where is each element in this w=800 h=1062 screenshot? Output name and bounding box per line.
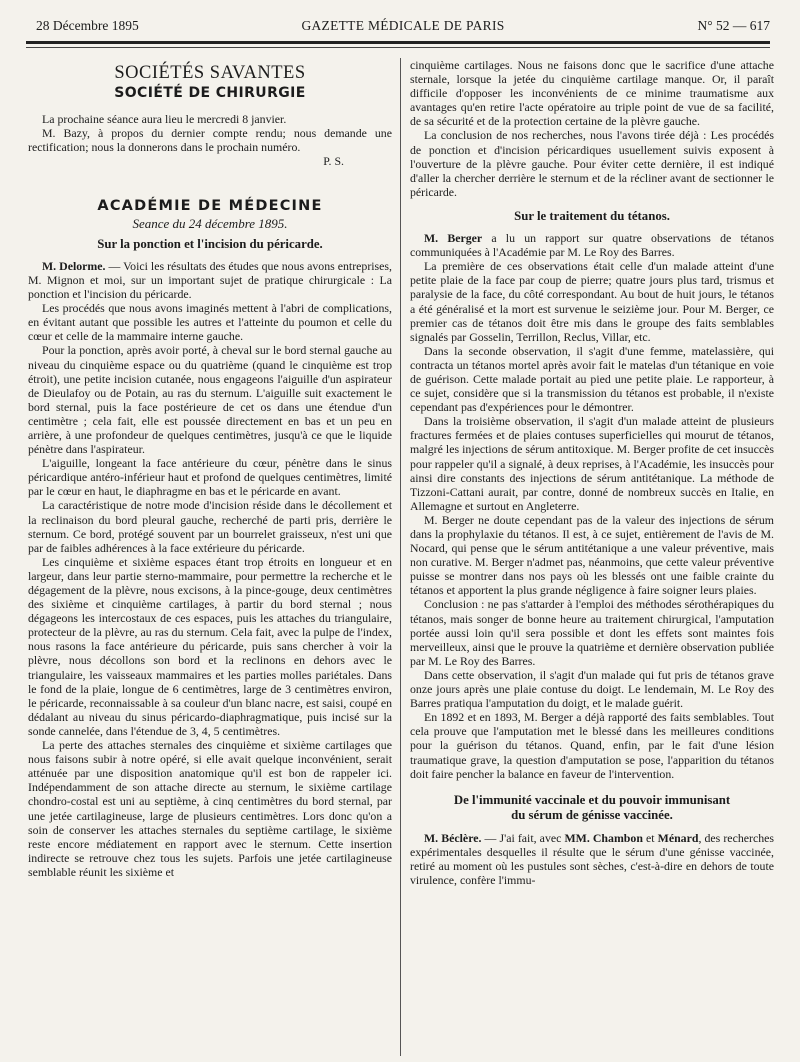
society-title: SOCIÉTÉ DE CHIRURGIE (114, 85, 306, 102)
collaborator-name: Ménard (657, 830, 699, 845)
signature: P. S. (323, 154, 344, 169)
speaker-name: M. Berger (424, 231, 483, 246)
header-page-number: N° 52 — 617 (697, 18, 770, 33)
paragraph: M. Bazy, à propos du dernier compte rendu; nous demande une rectification; nous la donnerons dans le prochain numéro. (28, 126, 392, 155)
paragraph: La perte des attaches sternales des cinquième et sixième cartilages que nous faisons subir à notre opéré, si elle avait quelque inconvénient, serait atténuée par une disposition anatomique qu'il est bon de rappeler ici. Indépendamment de son attache directe au sternum, le sixième cartilage chondro-costal est uni au septième, à cinq centimètres du bord sternal, par une jetée cartilagineuse, large de plusieurs centimètres. Lors donc qu'on a soin de conserver les attaches sternales du septième cartilage, le sixième reste encore médiatement en rapport avec le sternum. Cette insertion indirecte se retrouve chez tous les sujets. Parfois une jetée cartilagineuse semblable réunit les sixième et (28, 738, 392, 879)
paragraph: Dans la troisième observation, il s'agit d'un malade atteint de plusieurs fractures fermées et de plaies contuses superficielles qui mourut de tétanos, malgré les injections de sérum antitoxique. M. Berger profite de cet insuccès pour rappeler qu'il a signalé, à deux reprises, à l'Académie, les insuccès pour ainsi dire constants des injections de sérum antitétanique. La méthode de Tizzoni-Cattani aurait, par contre, donné de nombreux succès en Italie, en Allemagne et surtout en Angleterre. (410, 414, 774, 513)
subsection-title-line: du sérum de génisse vaccinée. (511, 807, 673, 822)
header-rule-thick (26, 41, 770, 44)
running-header (36, 18, 770, 38)
paragraph: La caractéristique de notre mode d'incision réside dans le décollement et la reclinaison du bord pleural gauche, recherché de parti pris, derrière le sternum. Ce bord, protégé souvent par un bourrelet graisseux, n'est uni que par de faibles adhérences à la face extérieure du péricarde. (28, 498, 392, 555)
subsection-title: Sur la ponction et l'incision du péricarde. (97, 236, 323, 251)
paragraph: cinquième cartilages. Nous ne faisons donc que le sacrifice d'une attache sternale, lorsque la jetée du cinquième cartilage manque. Or, il paraît difficile d'opposer les inconvénients de ce minime traumatisme aux avantages qu'en retire l'acte opératoire au triple point de vue de sa facilité, de sa sécurité et de la protection certaine de la plèvre gauche. (410, 58, 774, 129)
subsection-title (410, 793, 774, 823)
paragraph-text: et (642, 830, 658, 845)
paragraph: Dans cette observation, il s'agit d'un malade qui fut pris de tétanos grave onze jours après une plaie contuse du doigt. Le lendemain, M. Le Roy des Barres pratiqua l'amputation du doigt, et le malade guérit. (410, 667, 774, 711)
subsection-title-line: De l'immunité vaccinale et du pouvoir immunisant (453, 792, 731, 807)
paragraph-text: — J'ai fait, avec (481, 830, 565, 845)
paragraph (410, 231, 774, 259)
section-title: SOCIÉTÉS SAVANTES (114, 63, 306, 83)
header-journal-title: GAZETTE MÉDICALE DE PARIS (301, 18, 505, 33)
paragraph: M. Berger ne doute cependant pas de la valeur des injections de sérum dans la prophylaxie du tétanos. Il est, à ce sujet, entièrement de l'avis de M. Nocard, qui pense que le sérum antitétanique a une valeur préventive, mais non curative. M. Berger n'admet pas, néanmoins, que cette valeur préventive puisse se montrer dans nos pays où les blessés ont une faible crainte du tétanos et apportent la plus grande négligence à faire soigner leurs plaies. (410, 512, 774, 598)
paragraph: La conclusion de nos recherches, nous l'avons tirée déjà : Les procédés de ponction et d'incision péricardiques usuellement suivis exposent à l'ouverture de la plèvre gauche. Pour éviter cette dernière, il est indiqué d'aller la chercher derrière le sternum et de la récliner avant de sectionner le péricarde. (410, 128, 774, 199)
paragraph: Les procédés que nous avons imaginés mettent à l'abri de complications, en évitant autant que possible les autres et l'atteinte du poumon et celle du cœur et celle de la mammaire interne gauche. (28, 301, 392, 344)
paragraph (28, 259, 392, 301)
right-column (410, 58, 774, 1058)
header-rule-thin (26, 47, 770, 48)
column-divider (400, 58, 401, 1056)
speaker-name: M. Delorme. (42, 258, 106, 273)
paragraph: L'aiguille, longeant la face antérieure du cœur, pénètre dans le sinus péricardique antéro-inférieur haut et profond de quelques centimètres, limité par le cœur en haut, le diaphragme en bas et le péricarde en avant. (28, 456, 392, 499)
paragraph-text: a lu un rapport sur quatre observations de tétanos communiquées à l'Académie par M. Le Roy des Barres. (410, 231, 774, 260)
paragraph (410, 831, 774, 887)
paragraph-text: — Voici les résultats des études que nous avons entreprises, M. Mignon et moi, sur un important sujet de pratique chirurgicale : La ponction et l'incision du péricarde. (28, 258, 392, 302)
left-column (28, 58, 392, 1058)
paragraph: La prochaine séance aura lieu le mercredi 8 janvier. (42, 112, 287, 127)
header-date: 28 Décembre 1895 (36, 18, 139, 33)
seance-date: Seance du 24 décembre 1895. (132, 215, 288, 231)
paragraph-text: , des recherches expérimentales desquelles il résulte que le sérum d'une génisse vaccinée, retiré au moment où les pustules sont sèches, c'est-à-dire en dehors de toute virulence, confère l'immu- (410, 830, 774, 887)
speaker-name: M. Béclère. (424, 830, 482, 845)
paragraph: Dans la seconde observation, il s'agit d'une femme, matelassière, qui contracta un tétanos mortel après avoir fait le matelas d'un tétanique en voie de guérison. Cette malade portait au pied une petite plaie. Le rapporteur, à ce sujet, considère que si la transmission du tétanos est probable, il n'existe cependant pas d'expériences pour le démontrer. (410, 343, 774, 415)
subsection-title: Sur le traitement du tétanos. (514, 208, 670, 223)
paragraph: En 1892 et en 1893, M. Berger a déjà rapporté des faits semblables. Tout cela prouve que l'amputation met le blessé dans les meilleures conditions pour la guérison du tétanos. Quand, enfin, par le fait d'une lésion traumatique grave, la question d'amputation se pose, l'apparition du tétanos doit faire pencher la balance en faveur de l'intervention. (410, 710, 774, 781)
paragraph: Les cinquième et sixième espaces étant trop étroits en longueur et en largeur, dans leur partie sterno-mammaire, pour permettre la recherche et le dégagement de la plèvre, nous excisons, à la pince-gouge, deux centimètres des sixième et cinquième cartilages, à partir du bord sternal ; nous dégageons les intercostaux de ces espaces, puis les attaches du triangulaire, protecteur de la plèvre, au ras du sternum. Cela fait, avec la pulpe de l'index, nous rasons la face antérieure du péricarde, puis sans chercher à voir la plèvre, nous décollons son bord et la reclinons en dehors avec le triangulaire, les vaisseaux mammaires et les parties molles pariétales. Dans le fond de la plaie, longue de 6 centimètres, large de 3 centimètres environ, le péricarde, reconnaissable à sa couleur d'un blanc nacre, est saisi, coupé en dédalant au niveau du sinus péricardo-diaphragmatique, puis incisé sur la sonde cannelée, dans l'étendue de 3, 4, 5 centimètres. (28, 554, 392, 738)
collaborator-name: MM. Chambon (564, 830, 643, 845)
academy-title: ACADÉMIE DE MÉDECINE (97, 197, 323, 214)
paragraph: La première de ces observations était celle d'un malade atteint d'une petite plaie de la face par coup de pierre; quatre jours plus tard, trismus et paralysie de la face, du côté correspondant. Au bout de huit jours, le tétanos a été généralisé et la mort est survenue le seizième jour. Pour M. Berger, ce premier cas de tétanos doit être mis dans le groupe des faits semblables signalés par Gosselin, Terrillon, Reclus, Villar, etc. (410, 259, 774, 344)
paragraph: Pour la ponction, après avoir porté, à cheval sur le bord sternal gauche au niveau du cinquième espace ou du quatrième (quand le cinquième est trop étroit), une petite incision cutanée, nous engageons l'aiguille d'un aspirateur de Dieulafoy ou de Potain, au ras du sternum. L'aiguille suit exactement le bord sternal, puis la face postérieure de cet os dans une étendue d'un centimètre ; cela fait, elle est poussée directement en bas et un peu en arrière, à une profondeur de quelques centimètres, jusqu'à ce que le liquide pénètre dans l'aspirateur. (28, 343, 392, 457)
paragraph: Conclusion : ne pas s'attarder à l'emploi des méthodes sérothérapiques du tétanos, mais songer de bonne heure au traitement chirurgical, l'amputation portée aussi loin qu'il sera possible et dont les effets sont maintes fois merveilleux, ainsi que le prouve la quatrième et dernière observation publiée par M. Le Roy des Barres. (410, 597, 774, 668)
